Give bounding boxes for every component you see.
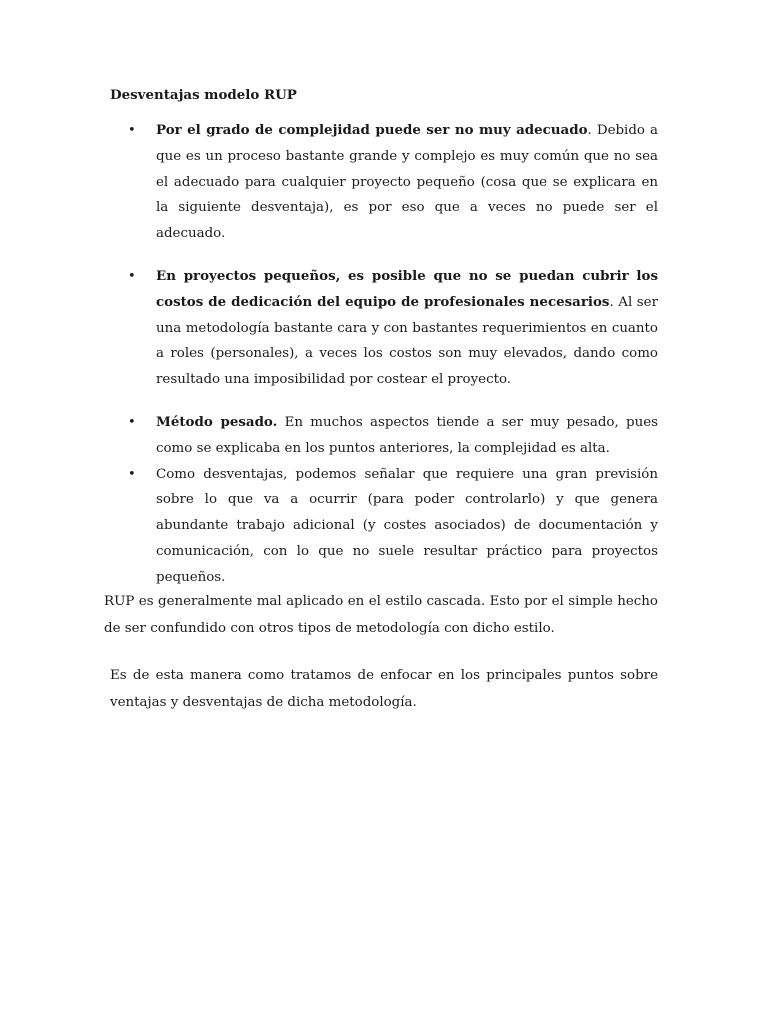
paragraph-conclusion: Es de esta manera como tratamos de enfocar en los principales puntos sobre ventajas y desventajas de dicha metodología.: [110, 668, 658, 710]
list-item-text: [156, 269, 658, 387]
paragraph-rup-cascade: RUP es generalmente mal aplicado en el estilo cascada. Esto por el simple hecho de ser confundido con otros tipos de metodología con dicho estilo.: [104, 594, 658, 636]
list-item-body-text: . Debido a que es un proceso bastante grande y complejo es muy común que no sea el adecuado para cualquier proyecto pequeño (cosa que se explicara en la siguiente desventaja), es por eso que a veces no puede ser el adecuado.: [156, 123, 658, 242]
list-item-text: [156, 123, 658, 241]
list-item: [128, 118, 658, 247]
bullet-icon: •: [128, 414, 136, 430]
list-item: [128, 264, 658, 393]
list-item: [128, 410, 658, 462]
list-item-bold-text: Método pesado.: [156, 413, 278, 430]
list-item-text: [156, 467, 658, 585]
document-heading: Desventajas modelo RUP: [110, 87, 297, 103]
list-item-bold-text: Por el grado de complejidad puede ser no muy adecuado: [156, 122, 588, 138]
list-item-bold-text: En proyectos pequeños, es posible que no se puedan cubrir los costos de dedicación del equipo de profesionales necesarios: [156, 267, 658, 310]
list-item-body-text: Como desventajas, podemos señalar que requiere una gran previsión sobre lo que va a ocurrir (para poder controlarlo) y que genera abundante trabajo adicional (y costes asociados) de documentación y comunicación, con lo que no suele resultar práctico para proyectos pequeños.: [156, 466, 658, 585]
bullet-icon: •: [128, 268, 136, 284]
list-item-body-text: . Al ser una metodología bastante cara y con bastantes requerimientos en cuanto a roles (personales), a veces los costos son muy elevados, dando como resultado una imposibilidad por costear el proyecto.: [156, 294, 659, 388]
disadvantages-list: [128, 118, 658, 591]
list-item: [128, 462, 658, 591]
list-item-text: [156, 415, 658, 456]
bullet-icon: •: [128, 466, 136, 482]
list-item-body-text: En muchos aspectos tiende a ser muy pesado, pues como se explicaba en los puntos anteriores, la complejidad es alta.: [156, 414, 659, 456]
bullet-icon: •: [128, 123, 136, 138]
